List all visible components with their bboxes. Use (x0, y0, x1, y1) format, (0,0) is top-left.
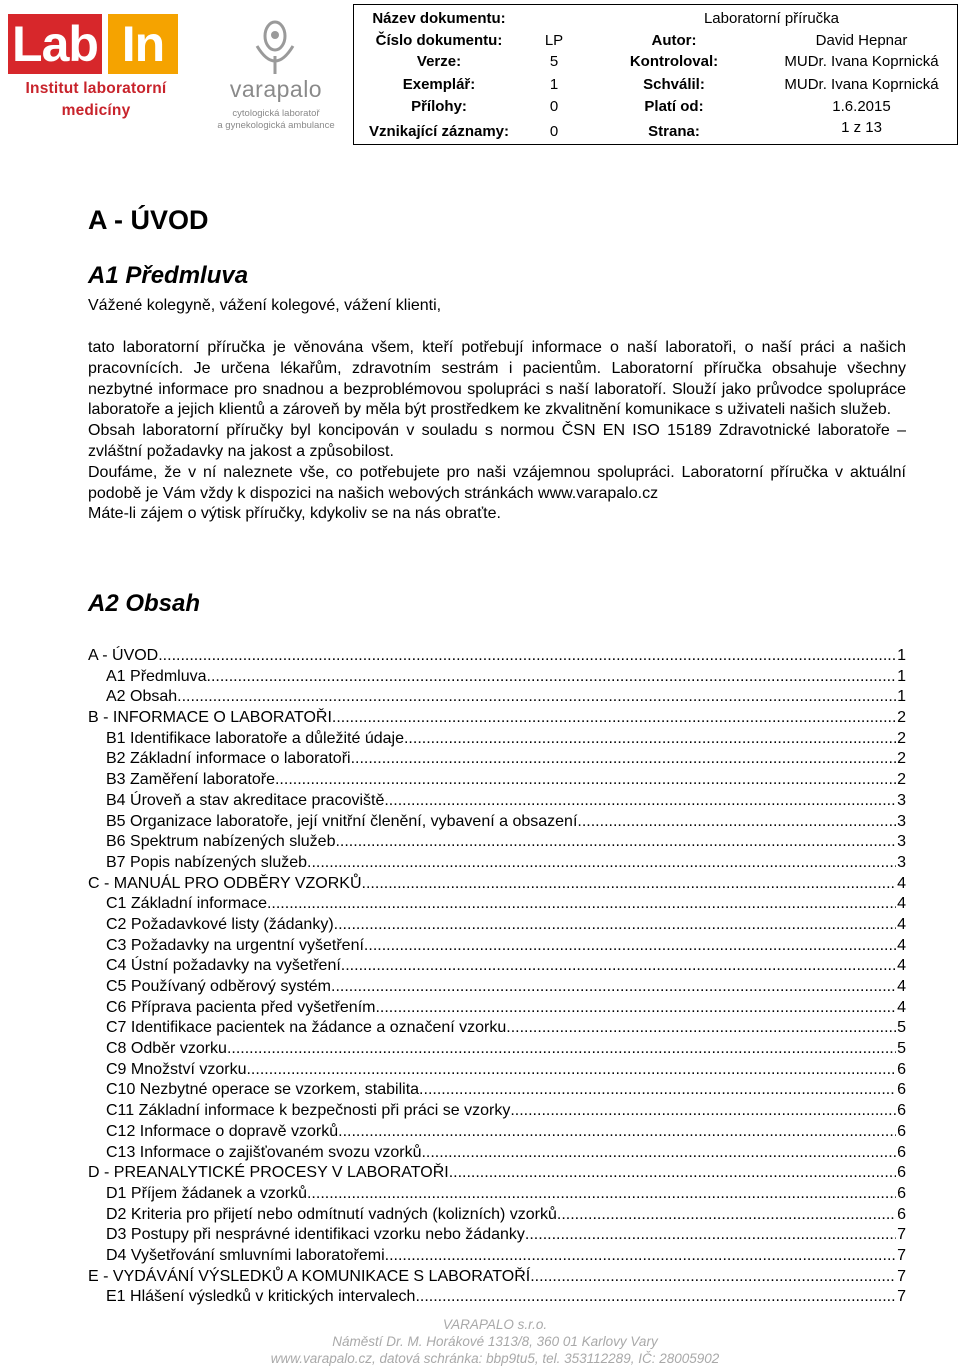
toc-entry-page: 4 (897, 957, 906, 975)
footer-contact: www.varapalo.cz, datová schránka: bbp9tu5, tel. 353112289, IČ: 28005902 (270, 1351, 720, 1366)
varapalo-sub2: a gynekologická ambulance (217, 120, 335, 131)
toc-entry-title: D - PREANALYTICKÉ PROCESY V LABORATOŘI (88, 1164, 449, 1182)
toc-entry[interactable] (88, 1163, 906, 1184)
toc-entry-page: 1 (897, 647, 906, 664)
toc-entry[interactable] (88, 915, 906, 936)
logo-lab-line2: medicíny (61, 102, 131, 119)
toc-entry[interactable] (88, 1122, 906, 1143)
toc-entry[interactable] (88, 956, 906, 977)
toc-entry-title: C3 Požadavky na urgentní vyšetření (106, 936, 364, 954)
toc-leader-dots (557, 1205, 896, 1226)
toc-leader-dots (207, 667, 897, 688)
toc-entry[interactable] (88, 729, 906, 750)
toc-entry-title: C12 Informace o dopravě vzorků (106, 1122, 339, 1140)
toc-entry-title: E1 Hlášení výsledků v kritických intervalech (106, 1288, 416, 1306)
toc-entry-page: 6 (897, 1184, 906, 1202)
preface-body (88, 338, 906, 525)
toc-entry[interactable] (88, 1225, 906, 1246)
varapalo-name: varapalo (229, 76, 323, 102)
toc-entry-title: D1 Příjem žádanek a vzorků (106, 1184, 307, 1202)
toc-entry-page: 6 (897, 1122, 906, 1140)
toc-entry-title: C11 Základní informace k bezpečnosti při práci se vzorky (106, 1102, 511, 1120)
toc-entry[interactable] (88, 749, 906, 770)
toc-entry[interactable] (88, 791, 906, 812)
footer-company: VARAPALO s.r.o. (442, 1317, 548, 1332)
toc-leader-dots (331, 977, 896, 998)
toc-entry[interactable] (88, 1287, 906, 1308)
toc-entry-title: C8 Odběr vzorku (106, 1040, 227, 1058)
preface-paragraph: Máte-li zájem o výtisk příručky, kdykoliv se na nás obraťte. (88, 505, 501, 523)
attachments-label: Přílohy: (411, 98, 467, 115)
approved-value: MUDr. Ivana Koprnická (784, 76, 939, 93)
logo-in-word: In (108, 14, 178, 74)
valid-from-value: 1.6.2015 (832, 98, 891, 115)
toc-entry[interactable] (88, 936, 906, 957)
toc-leader-dots (307, 1184, 896, 1205)
records-value: 0 (549, 123, 559, 140)
toc-entry[interactable] (88, 998, 906, 1019)
copy-label: Exemplář: (402, 76, 476, 93)
toc-leader-dots (307, 853, 896, 874)
toc-entry[interactable] (88, 1143, 906, 1164)
logo-lab-line1: Institut laboratorní (25, 80, 167, 97)
toc-entry-page: 2 (897, 709, 906, 727)
toc-entry-title: B4 Úroveň a stav akreditace pracoviště (106, 791, 385, 809)
toc-leader-dots (351, 749, 897, 770)
toc-entry[interactable] (88, 687, 906, 708)
toc-leader-dots (506, 1018, 896, 1039)
toc-entry[interactable] (88, 1246, 906, 1267)
toc-entry[interactable] (88, 1267, 906, 1288)
labin-logo (8, 14, 184, 126)
toc-entry-page: 7 (897, 1288, 906, 1306)
toc-leader-dots (267, 894, 896, 915)
toc-entry[interactable] (88, 894, 906, 915)
preface-heading: A1 Předmluva (88, 262, 249, 289)
toc-entry-page: 4 (897, 895, 906, 913)
toc-entry-page: 6 (897, 1164, 906, 1182)
toc-leader-dots (510, 1101, 896, 1122)
toc-entry-title: A2 Obsah (106, 688, 178, 706)
toc-entry[interactable] (88, 1039, 906, 1060)
toc-entry-title: C5 Používaný odběrový systém (106, 978, 331, 995)
records-label: Vznikající záznamy: (368, 123, 510, 140)
toc-leader-dots (375, 998, 896, 1019)
varapalo-logo (205, 14, 347, 136)
doc-name-value: Laboratorní příručka (703, 10, 840, 27)
toc-leader-dots (404, 729, 896, 750)
toc-entry-page: 1 (897, 667, 906, 685)
toc-entry-title: C4 Ústní požadavky na vyšetření (106, 957, 341, 975)
toc-entry-page: 6 (897, 1081, 906, 1099)
toc-leader-dots (525, 1225, 896, 1246)
toc-entry-title: C6 Příprava pacienta před vyšetřením (106, 998, 376, 1016)
varapalo-mark-icon (253, 16, 297, 76)
toc-leader-dots (332, 708, 896, 729)
toc-leader-dots (335, 832, 896, 853)
approved-label: Schválil: (643, 76, 705, 93)
toc-entry[interactable] (88, 1080, 906, 1101)
toc-entry-title: B3 Zaměření laboratoře (106, 771, 275, 789)
toc-entry-page: 2 (897, 771, 906, 789)
toc-entry[interactable] (88, 874, 906, 895)
toc-entry-page: 4 (897, 874, 906, 892)
toc-leader-dots (158, 646, 896, 667)
toc-entry-title: B1 Identifikace laboratoře a důležité údaje (106, 729, 404, 747)
toc-entry-title: C13 Informace o zajišťovaném svozu vzorků (106, 1143, 422, 1161)
attachments-value: 0 (549, 98, 559, 115)
toc-leader-dots (338, 1122, 896, 1143)
preface-paragraph: Doufáme, že v ní naleznete vše, co potřebujete pro naši vzájemnou spolupráci. Laboratorní příručka v aktuální podobě je Vám vždy k dispozici na našich webových stránkách www.varapalo.cz (88, 463, 906, 502)
toc-entry-title: E - VYDÁVÁNÍ VÝSLEDKŮ A KOMUNIKACE S LABORATOŘÍ (88, 1267, 531, 1285)
footer-address: Náměstí Dr. M. Horákové 1313/8, 360 01 Karlovy Vary (332, 1334, 658, 1349)
toc-entry-page: 6 (897, 1102, 906, 1120)
checked-value: MUDr. Ivana Koprnická (784, 53, 939, 70)
toc-entry-page: 7 (897, 1226, 906, 1244)
toc-entry-page: 2 (897, 729, 906, 747)
toc-leader-dots (275, 770, 896, 791)
version-value: 5 (549, 53, 559, 70)
toc-entry-title: D2 Kriteria pro přijetí nebo odmítnutí vadných (kolizních) vzorků (106, 1205, 557, 1223)
toc-leader-dots (177, 687, 896, 708)
toc-entry-page: 3 (897, 833, 906, 851)
toc-entry-title: C - MANUÁL PRO ODBĚRY VZORKŮ (88, 874, 362, 892)
toc-entry-page: 5 (897, 1019, 906, 1037)
toc-entry-title: C1 Základní informace (106, 895, 267, 913)
copy-value: 1 (549, 76, 559, 93)
page-label: Strana: (648, 123, 700, 140)
preface-paragraph: Obsah laboratorní příručky byl koncipován v souladu s normou ČSN EN ISO 15189 Zdravotnické laboratoře – zvláštní požadavky na jakost a způsobilost. (88, 422, 906, 460)
toc-entry[interactable] (88, 1018, 906, 1039)
toc-leader-dots (385, 1246, 896, 1267)
doc-number-label: Číslo dokumentu: (375, 32, 503, 49)
toc-entry-page: 3 (897, 812, 906, 830)
toc-entry-title: C7 Identifikace pacientek na žádance a označení vzorku (106, 1019, 507, 1037)
toc-entry[interactable] (88, 812, 906, 833)
toc-leader-dots (362, 874, 897, 895)
toc-entry-title: C9 Množství vzorku (106, 1060, 247, 1078)
toc-leader-dots (227, 1039, 896, 1060)
toc-entry-title: D4 Vyšetřování smluvními laboratořemi (106, 1246, 385, 1264)
doc-number-value: LP (544, 32, 564, 49)
toc-entry[interactable] (88, 1205, 906, 1226)
toc-entry-title: C10 Nezbytné operace se vzorkem, stabilita (106, 1081, 420, 1099)
toc-entry[interactable] (88, 667, 906, 688)
toc-entry-page: 7 (897, 1246, 906, 1264)
toc-entry[interactable] (88, 1060, 906, 1081)
varapalo-sub1: cytologická laboratoř (232, 108, 320, 119)
author-label: Autor: (651, 32, 697, 49)
toc-leader-dots (449, 1163, 896, 1184)
checked-label: Kontroloval: (629, 53, 719, 70)
page-value: 1 z 13 (841, 119, 882, 136)
toc-entry-page: 4 (897, 978, 906, 995)
doc-name-label: Název dokumentu: (372, 10, 506, 27)
toc-entry[interactable] (88, 853, 906, 874)
toc-entry-title: B - INFORMACE O LABORATOŘI (88, 709, 332, 727)
toc-entry-page: 6 (897, 1060, 906, 1078)
toc-entry-page: 2 (897, 750, 906, 768)
logo-lab-word: Lab (8, 14, 102, 74)
toc-leader-dots (384, 791, 896, 812)
toc-entry-title: B7 Popis nabízených služeb (106, 853, 308, 871)
toc-entry[interactable] (88, 770, 906, 791)
toc-entry-page: 1 (897, 688, 906, 706)
toc-entry-page: 4 (897, 998, 906, 1016)
toc-leader-dots (530, 1267, 896, 1288)
toc-entry-title: D3 Postupy při nesprávné identifikaci vzorku nebo žádanky (106, 1226, 525, 1244)
toc-entry-page: 3 (897, 791, 906, 809)
toc-heading: A2 Obsah (88, 590, 201, 617)
toc-entry[interactable] (88, 646, 906, 667)
toc-entry-title: B6 Spektrum nabízených služeb (106, 833, 336, 851)
section-heading-a: A - ÚVOD (88, 205, 209, 235)
toc-entry-title: B5 Organizace laboratoře, její vnitřní členění, vybavení a obsazení (106, 812, 578, 830)
toc-leader-dots (334, 915, 896, 936)
toc-entry-title: A - ÚVOD (88, 647, 159, 664)
toc-entry[interactable] (88, 708, 906, 729)
toc-entry[interactable] (88, 1101, 906, 1122)
toc-leader-dots (421, 1143, 896, 1164)
toc-leader-dots (415, 1287, 896, 1308)
table-of-contents (88, 646, 906, 1308)
version-label: Verze: (416, 53, 462, 70)
toc-entry-title: A1 Předmluva (106, 667, 207, 685)
toc-entry[interactable] (88, 832, 906, 853)
toc-entry-title: C2 Požadavkové listy (žádanky) (106, 915, 334, 933)
toc-entry-page: 5 (897, 1040, 906, 1058)
toc-leader-dots (419, 1080, 896, 1101)
toc-entry-page: 6 (897, 1205, 906, 1223)
toc-leader-dots (577, 812, 896, 833)
toc-entry[interactable] (88, 977, 906, 998)
preface-paragraph: tato laboratorní příručka je věnována všem, kteří potřebují informace o naší laboratoři, o naší práci a našich pracovnících. Je určena lékařům, zdravotním sestrám i pacientům. Laboratorní příručka obsahuje všechny nezbytné informace pro snadnou a bezproblémovou spolupráci s naší laboratoří. Slouží jako průvodce spolupráce laboratoře a jejich klientů a zároveň by měla být prostředkem ke zkvalitnění komunikace s uživateli našich služeb. (88, 339, 906, 419)
toc-leader-dots (364, 936, 896, 957)
author-value: David Hepnar (815, 32, 908, 49)
toc-entry-title: B2 Základní informace o laboratoři (106, 750, 351, 768)
toc-entry-page: 6 (897, 1143, 906, 1161)
valid-from-label: Platí od: (644, 98, 704, 115)
toc-leader-dots (341, 956, 896, 977)
toc-leader-dots (246, 1060, 896, 1081)
toc-entry-page: 4 (897, 936, 906, 954)
toc-entry-page: 7 (897, 1267, 906, 1285)
document-header-table (353, 4, 958, 145)
toc-entry[interactable] (88, 1184, 906, 1205)
salutation: Vážené kolegyně, vážení kolegové, vážení klienti, (88, 297, 442, 314)
toc-entry-page: 4 (897, 915, 906, 933)
toc-entry-page: 3 (897, 853, 906, 871)
